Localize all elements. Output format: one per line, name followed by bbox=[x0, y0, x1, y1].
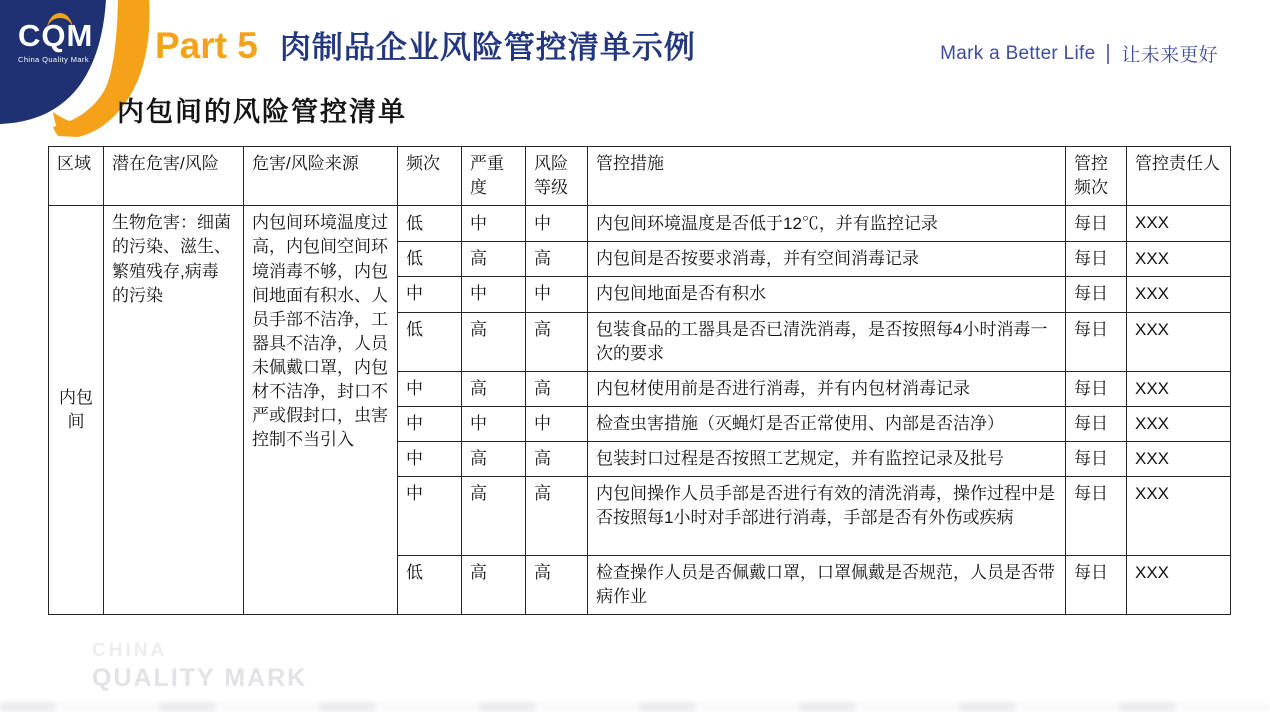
owner-cell: XXX bbox=[1127, 371, 1231, 406]
table-header-row bbox=[49, 147, 1231, 206]
cqm-logo-letters: CQM bbox=[18, 18, 94, 53]
level-cell: 中 bbox=[526, 406, 588, 441]
level-cell: 高 bbox=[526, 312, 588, 371]
control-freq-cell: 每日 bbox=[1066, 371, 1127, 406]
cqm-logo-subtext: China Quality Mark bbox=[18, 55, 89, 64]
severity-cell: 高 bbox=[462, 371, 526, 406]
owner-cell: XXX bbox=[1127, 556, 1231, 615]
watermark-line2: QUALITY MARK bbox=[92, 664, 308, 692]
measure-cell: 内包材使用前是否进行消毒，并有内包材消毒记录 bbox=[588, 371, 1066, 406]
level-cell: 中 bbox=[526, 206, 588, 242]
owner-cell: XXX bbox=[1127, 477, 1231, 556]
severity-cell: 中 bbox=[462, 406, 526, 441]
severity-cell: 中 bbox=[462, 206, 526, 242]
control-freq-cell: 每日 bbox=[1066, 442, 1127, 477]
severity-cell: 高 bbox=[462, 242, 526, 277]
measure-cell: 包装食品的工器具是否已清洗消毒，是否按照每4小时消毒一次的要求 bbox=[588, 312, 1066, 371]
measure-cell: 内包间地面是否有积水 bbox=[588, 277, 1066, 312]
severity-cell: 高 bbox=[462, 556, 526, 615]
freq-cell: 低 bbox=[398, 206, 462, 242]
level-cell: 高 bbox=[526, 371, 588, 406]
measure-cell: 检查操作人员是否佩戴口罩，口罩佩戴是否规范，人员是否带病作业 bbox=[588, 556, 1066, 615]
owner-cell: XXX bbox=[1127, 242, 1231, 277]
freq-cell: 中 bbox=[398, 442, 462, 477]
freq-cell: 低 bbox=[398, 242, 462, 277]
col-header-source: 危害/风险来源 bbox=[244, 147, 398, 206]
hazard-cell: 生物危害：细菌的污染、滋生、繁殖残存,病毒的污染 bbox=[104, 206, 244, 615]
freq-cell: 低 bbox=[398, 556, 462, 615]
measure-cell: 内包间环境温度是否低于12℃，并有监控记录 bbox=[588, 206, 1066, 242]
severity-cell: 高 bbox=[462, 442, 526, 477]
tagline-separator bbox=[1107, 44, 1109, 64]
severity-cell: 高 bbox=[462, 477, 526, 556]
brand-tagline bbox=[940, 40, 1218, 67]
page-title: 肉制品企业风险管控清单示例 bbox=[279, 30, 696, 65]
measure-cell: 包装封口过程是否按照工艺规定，并有监控记录及批号 bbox=[588, 442, 1066, 477]
col-header-control-freq: 管控频次 bbox=[1066, 147, 1127, 206]
watermark-line1: CHINA bbox=[92, 640, 168, 661]
control-freq-cell: 每日 bbox=[1066, 242, 1127, 277]
owner-cell: XXX bbox=[1127, 312, 1231, 371]
slide-header bbox=[155, 22, 696, 67]
tagline-en: Mark a Better Life bbox=[940, 42, 1096, 64]
risk-control-table bbox=[48, 146, 1231, 615]
measure-cell: 内包间是否按要求消毒，并有空间消毒记录 bbox=[588, 242, 1066, 277]
severity-cell: 高 bbox=[462, 312, 526, 371]
col-header-owner: 管控责任人 bbox=[1127, 147, 1231, 206]
level-cell: 高 bbox=[526, 556, 588, 615]
control-freq-cell: 每日 bbox=[1066, 277, 1127, 312]
control-freq-cell: 每日 bbox=[1066, 556, 1127, 615]
control-freq-cell: 每日 bbox=[1066, 477, 1127, 556]
col-header-level: 风险等级 bbox=[526, 147, 588, 206]
control-freq-cell: 每日 bbox=[1066, 206, 1127, 242]
table-subtitle: 内包间的风险管控清单 bbox=[117, 97, 407, 127]
freq-cell: 中 bbox=[398, 277, 462, 312]
freq-cell: 中 bbox=[398, 406, 462, 441]
level-cell: 中 bbox=[526, 277, 588, 312]
tagline-cn: 让未来更好 bbox=[1121, 45, 1218, 66]
owner-cell: XXX bbox=[1127, 442, 1231, 477]
severity-cell: 中 bbox=[462, 277, 526, 312]
control-freq-cell: 每日 bbox=[1066, 406, 1127, 441]
owner-cell: XXX bbox=[1127, 206, 1231, 242]
area-cell: 内包间 bbox=[49, 206, 104, 615]
bottom-blur-band bbox=[0, 702, 1270, 712]
col-header-measure: 管控措施 bbox=[588, 147, 1066, 206]
freq-cell: 低 bbox=[398, 312, 462, 371]
level-cell: 高 bbox=[526, 442, 588, 477]
col-header-severity: 严重度 bbox=[462, 147, 526, 206]
cqm-logo bbox=[18, 20, 138, 64]
table-row bbox=[49, 206, 1231, 242]
freq-cell: 中 bbox=[398, 477, 462, 556]
level-cell: 高 bbox=[526, 477, 588, 556]
source-cell: 内包间环境温度过高，内包间空间环境消毒不够，内包间地面有积水、人员手部不洁净，工器具不洁净，人员未佩戴口罩，内包材不洁净，封口不严或假封口，虫害控制不当引入 bbox=[244, 206, 398, 615]
col-header-area: 区域 bbox=[49, 147, 104, 206]
col-header-freq: 频次 bbox=[398, 147, 462, 206]
freq-cell: 中 bbox=[398, 371, 462, 406]
measure-cell: 检查虫害措施（灭蝇灯是否正常使用、内部是否洁净） bbox=[588, 406, 1066, 441]
control-freq-cell: 每日 bbox=[1066, 312, 1127, 371]
measure-cell: 内包间操作人员手部是否进行有效的清洗消毒，操作过程中是否按照每1小时对手部进行消毒，手部是否有外伤或疾病 bbox=[588, 477, 1066, 556]
level-cell: 高 bbox=[526, 242, 588, 277]
owner-cell: XXX bbox=[1127, 406, 1231, 441]
owner-cell: XXX bbox=[1127, 277, 1231, 312]
cqm-logo-text bbox=[18, 20, 138, 51]
watermark bbox=[92, 640, 307, 693]
col-header-hazard: 潜在危害/风险 bbox=[104, 147, 244, 206]
part-label: Part 5 bbox=[155, 25, 258, 66]
